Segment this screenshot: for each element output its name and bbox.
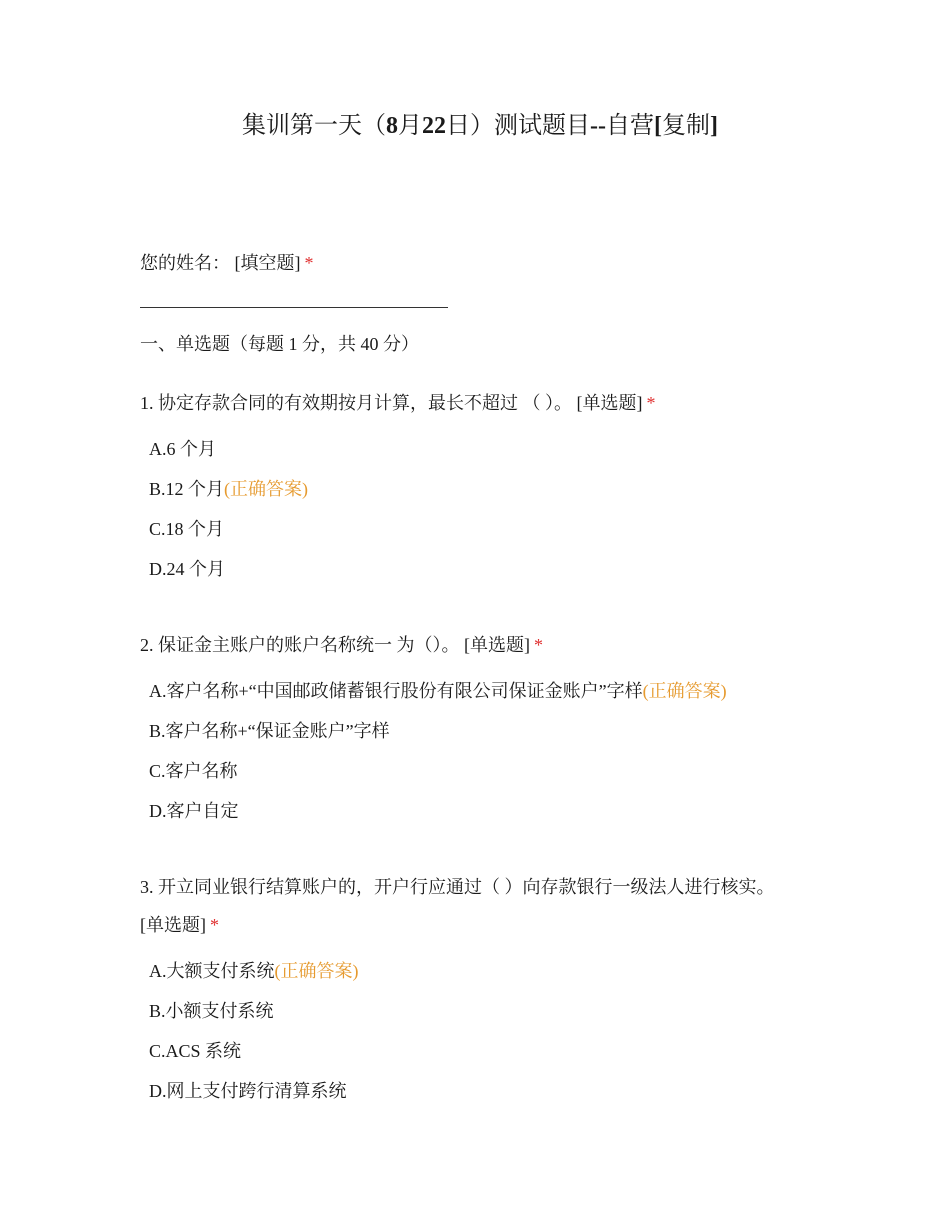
option-item[interactable]: [149, 798, 239, 824]
option-label: A.大额支付系统: [149, 961, 275, 981]
title-bracket: ]: [709, 113, 718, 139]
question-text: 2. 保证金主账户的账户名称统一 为（）。: [140, 635, 460, 655]
title-text: 月: [398, 113, 422, 139]
option-item[interactable]: [149, 958, 359, 984]
option-item[interactable]: [149, 556, 225, 582]
name-question: [140, 250, 314, 276]
correct-answer-mark: (正确答案): [224, 479, 309, 499]
option-label: C.客户名称: [149, 761, 238, 781]
option-label: B.小额支付系统: [149, 1001, 274, 1021]
option-label: A.6 个月: [149, 439, 216, 459]
question-3: [140, 874, 775, 900]
title-number: 8: [386, 113, 398, 139]
required-mark: *: [210, 915, 219, 935]
required-mark: *: [304, 253, 314, 273]
option-item[interactable]: [149, 758, 238, 784]
question-type-tag: [单选题]: [464, 635, 530, 655]
option-label: B.客户名称+“保证金账户”字样: [149, 721, 390, 741]
option-label: C.ACS 系统: [149, 1041, 242, 1061]
title-bracket: [: [653, 113, 662, 139]
page-title: [0, 108, 950, 144]
option-item[interactable]: [149, 436, 216, 462]
name-question-label: 您的姓名：: [140, 253, 230, 273]
name-answer-line[interactable]: [140, 307, 448, 308]
question-text: 3. 开立同业银行结算账户的，开户行应通过（ ）向存款银行一级法人进行核实。: [140, 877, 775, 897]
option-label: B.12 个月: [149, 479, 225, 499]
option-item[interactable]: [149, 516, 224, 542]
title-text: 复制: [661, 113, 710, 139]
question-3-tag-line: [140, 912, 219, 938]
question-2: [140, 632, 543, 658]
title-text: 集训第一天（: [242, 113, 386, 139]
title-number: 22: [422, 113, 446, 139]
option-item[interactable]: [149, 718, 390, 744]
correct-answer-mark: (正确答案): [642, 681, 727, 701]
option-item[interactable]: [149, 678, 727, 704]
option-label: A.客户名称+“中国邮政储蓄银行股份有限公司保证金账户”字样: [149, 681, 643, 701]
option-label: D.客户自定: [149, 801, 239, 821]
option-label: C.18 个月: [149, 519, 225, 539]
title-text: 日）测试题目: [446, 113, 590, 139]
required-mark: *: [646, 393, 656, 413]
title-text: 自营: [605, 113, 654, 139]
question-type-tag: [单选题]: [140, 915, 206, 935]
question-type-tag: [单选题]: [576, 393, 643, 413]
option-item[interactable]: [149, 1078, 347, 1104]
title-dash: --: [590, 113, 606, 139]
option-label: D.网上支付跨行清算系统: [149, 1081, 347, 1101]
question-text: 1. 协定存款合同的有效期按月计算，最长不超过 （ ）。: [140, 393, 572, 413]
option-item[interactable]: [149, 998, 274, 1024]
question-type-tag: [填空题]: [234, 253, 301, 273]
option-label: D.24 个月: [149, 559, 225, 579]
required-mark: *: [534, 635, 543, 655]
section-heading: 一、单选题（每题 1 分，共 40 分）: [140, 334, 419, 354]
option-item[interactable]: [149, 1038, 241, 1064]
question-1: [140, 390, 656, 416]
correct-answer-mark: (正确答案): [274, 961, 359, 981]
option-item[interactable]: [149, 476, 308, 502]
